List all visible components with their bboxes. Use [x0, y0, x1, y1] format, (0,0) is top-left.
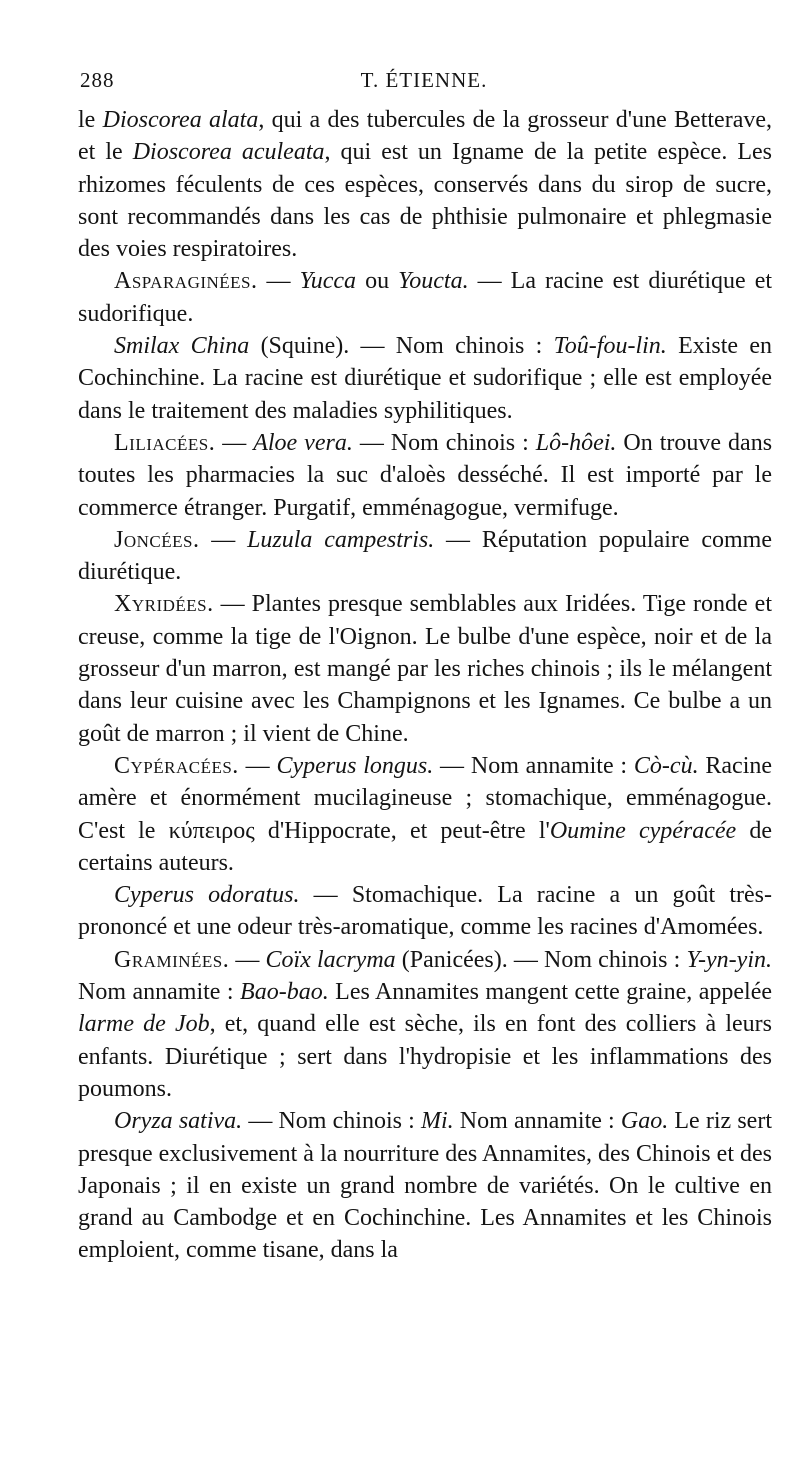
- italic-term: Coïx lacryma: [265, 946, 396, 973]
- italic-term: Lô-hôei.: [535, 429, 617, 456]
- text-run: On trouve dans toutes les pharmacies la suc d'aloès desséché. Il est importé par le commerce étranger. Purgatif, emménagogue, vermifuge.: [78, 429, 773, 521]
- text-run: ou: [356, 268, 399, 295]
- text-run: le: [78, 107, 103, 133]
- text-run: —: [215, 429, 254, 456]
- running-head: [80, 68, 768, 98]
- text-run: — Plantes presque semblables aux Iridées. Tige ronde et creuse, comme la tige de l'Oignon. Le bulbe d'une espèce, noir et de la grosseur d'un marron, est mangé par les riches chinois ; ils le mélangent dans leur cuisine avec les Champignons et les Ignames. Ce bulbe a un goût de marron ; il vient de Chine.: [78, 591, 772, 747]
- text-run: (Squine). — Nom chinois :: [249, 333, 554, 360]
- text-run: — Réputation populaire comme diurétique.: [78, 526, 772, 586]
- text-run: d'Hippocrate, et peut-être l': [254, 817, 550, 844]
- italic-term: Luzula campestris.: [247, 526, 435, 553]
- text-run: —: [257, 268, 300, 295]
- body-text: [78, 104, 772, 1267]
- paragraph: [78, 879, 772, 944]
- family-heading: Joncées.: [114, 526, 200, 553]
- paragraph: [78, 104, 772, 265]
- paragraph: [78, 427, 772, 524]
- paragraph: [78, 588, 772, 749]
- text-run: —: [229, 946, 266, 973]
- italic-term: Oryza sativa.: [114, 1108, 243, 1135]
- italic-term: Dioscorea aculeata: [132, 139, 325, 166]
- text-run: Le riz sert presque exclusivement à la nourriture des Annamites, des Chinois et des Japonais ; il en existe un grand nombre de variétés. On le cultive en grand au Cambodge et en Cochinchine. Les Annamites et les Chinois emploient, comme tisane, dans la: [78, 1108, 772, 1264]
- italic-term: larme de Job: [78, 1011, 210, 1038]
- text-run: — Nom chinois :: [352, 429, 536, 456]
- text-run: Nom annamite :: [78, 979, 241, 1006]
- paragraph: [78, 1105, 772, 1266]
- italic-term: Mi.: [420, 1108, 454, 1135]
- italic-term: Cò-cù.: [633, 752, 699, 779]
- text-run: Les Annamites mangent cette graine, appelée: [328, 979, 772, 1006]
- paragraph: [78, 330, 772, 427]
- text-run: , et, quand elle est sèche, ils en font des colliers à leurs enfants. Diurétique ; sert dans l'hydropisie et les inflammations des poumons.: [78, 1011, 773, 1102]
- text-run: (Panicées). — Nom chinois :: [395, 946, 687, 973]
- text-run: Existe en Cochinchine. La racine est diurétique et sudorifique ; elle est employée dans le traitement des maladies syphilitiques.: [78, 333, 772, 424]
- paragraph: [78, 265, 772, 330]
- italic-term: Bao-bao.: [240, 979, 329, 1006]
- text-run: —: [238, 752, 277, 779]
- text-run: — Nom chinois :: [242, 1108, 421, 1135]
- family-heading: Cypéracées.: [114, 752, 239, 779]
- paragraph: [78, 524, 772, 589]
- text-run: κύπειρος: [168, 817, 255, 844]
- running-title: T. ÉTIENNE.: [360, 68, 488, 92]
- family-heading: Liliacées.: [114, 429, 216, 456]
- italic-term: Cyperus odoratus.: [114, 882, 300, 909]
- italic-term: Y-yn-yin.: [686, 946, 772, 973]
- family-heading: Graminées.: [114, 946, 230, 973]
- text-run: , qui est un Igname de la petite espèce. Les rhizomes féculents de ces espèces, conservés dans du sirop de sucre, sont recommandés dans les cas de phthisie pulmonaire et phlegmasie des voies respiratoires.: [78, 139, 773, 263]
- italic-term: Aloe vera.: [253, 429, 353, 456]
- text-run: Nom annamite :: [453, 1108, 621, 1135]
- family-heading: Asparaginées.: [114, 268, 258, 295]
- text-run: — Nom annamite :: [433, 752, 634, 779]
- paragraph: [78, 750, 772, 879]
- text-run: —: [199, 526, 248, 553]
- text-run: — Stomachique. La racine a un goût très-prononcé et une odeur très-aromatique, comme les racines d'Amomées.: [78, 882, 773, 941]
- italic-term: Smilax China: [114, 333, 250, 360]
- page-number: 288: [80, 68, 115, 92]
- italic-term: Dioscorea alata: [102, 107, 259, 133]
- family-heading: Xyridées.: [114, 591, 214, 618]
- italic-term: Gao.: [620, 1108, 669, 1135]
- text-run: de certains auteurs.: [78, 817, 773, 876]
- italic-term: Youcta.: [398, 268, 469, 295]
- italic-term: Yucca: [299, 268, 357, 295]
- text-run: Racine amère et énormément mucilagineuse ; stomachique, emménagogue. C'est le: [78, 752, 773, 844]
- italic-term: Cyperus longus.: [276, 752, 434, 779]
- text-run: — La racine est diurétique et sudorifique.: [78, 268, 773, 327]
- paragraph: [78, 944, 772, 1105]
- italic-term: Oumine cypéracée: [549, 817, 737, 844]
- text-run: , qui a des tubercules de la grosseur d'une Betterave, et le: [78, 107, 772, 166]
- italic-term: Toû-fou-lin.: [553, 333, 667, 360]
